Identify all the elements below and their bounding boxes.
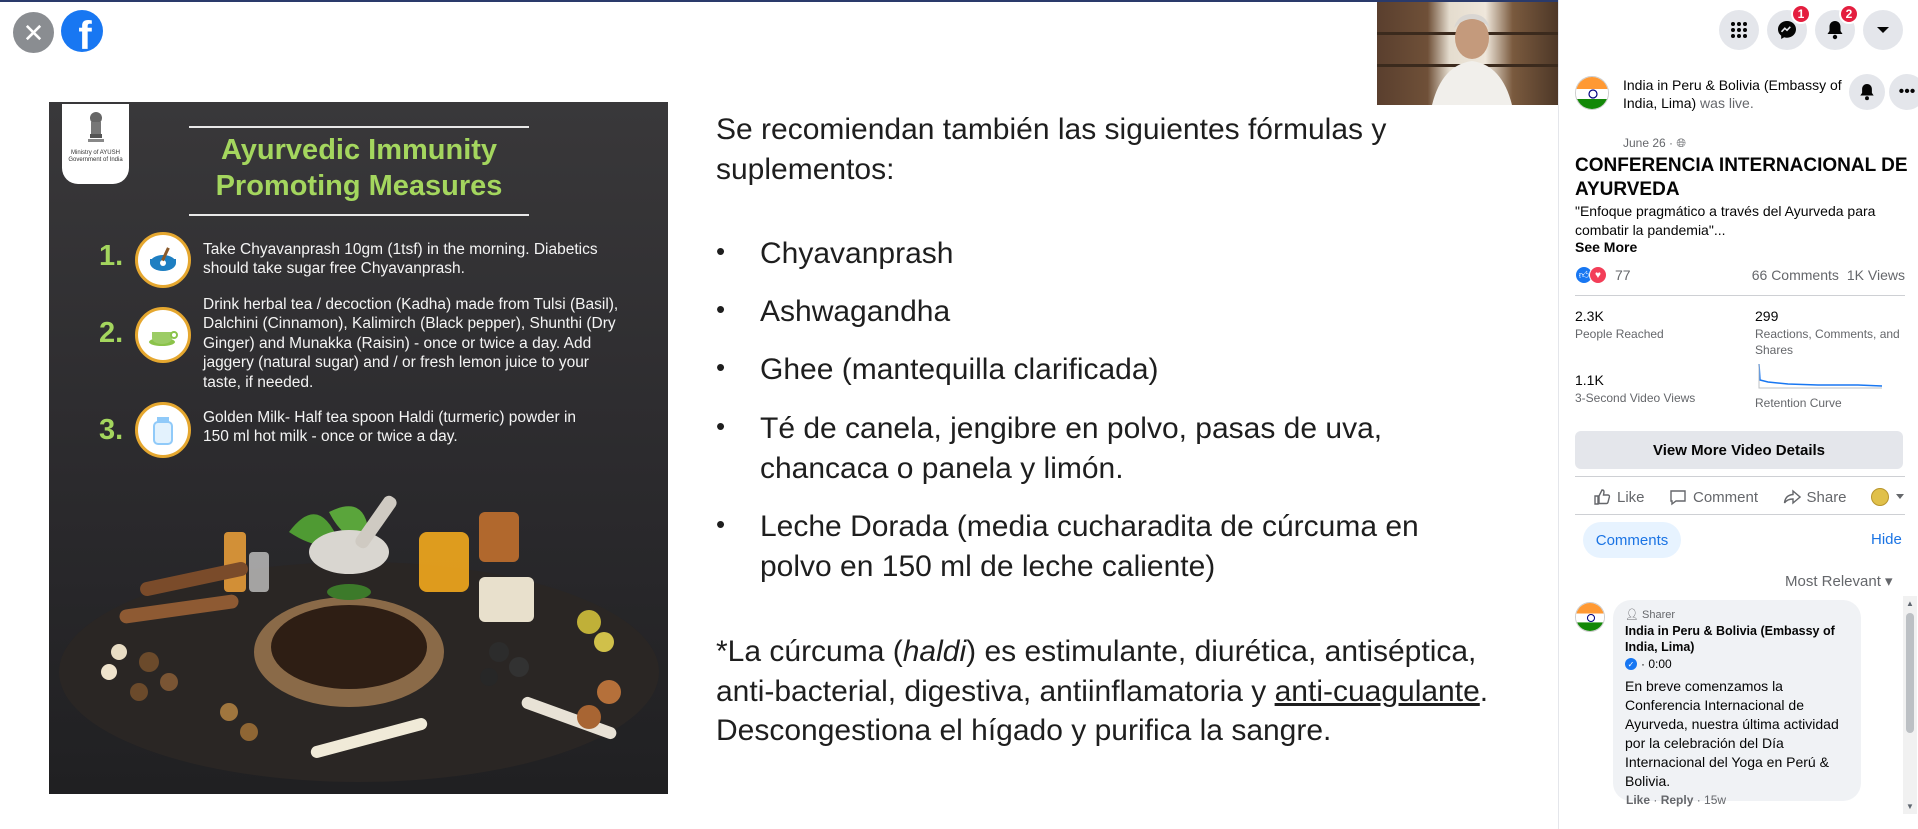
more-icon[interactable]: ••• bbox=[1889, 74, 1918, 110]
step-text: Drink herbal tea / decoction (Kadha) made from Tulsi (Basil), Dalchini (Cinnamon), Kalimirch (Black pepper), Shunthi (Dry Ginger) and Munakka (Raisin) - once or twice a day. Add jaggery (natural sugar) and / or fresh lemon juice to your taste, if needed. bbox=[203, 296, 619, 391]
video-area[interactable] bbox=[0, 2, 1558, 829]
comment-label: Comment bbox=[1693, 488, 1759, 506]
page-avatar[interactable] bbox=[1575, 76, 1609, 110]
like-button[interactable] bbox=[1593, 488, 1645, 506]
sharer-text: Sharer bbox=[1642, 609, 1676, 621]
close-icon[interactable]: ✕ bbox=[13, 12, 54, 53]
post-sidebar bbox=[1558, 0, 1918, 829]
step-text: Take Chyavanprash 10gm (1tsf) in the morning. Diabetics should take sugar free Chyavanprash. bbox=[203, 241, 598, 278]
note-text: *La cúrcuma ( bbox=[716, 635, 903, 668]
note-underlined: anti-cuagulante bbox=[1274, 674, 1480, 708]
sharer-icon: 👤︎ bbox=[1625, 609, 1639, 621]
comment-bubble bbox=[1613, 600, 1861, 801]
stat-people-reached bbox=[1575, 308, 1745, 343]
slide-bullet-list bbox=[716, 234, 1496, 605]
sharer-label bbox=[1625, 608, 1849, 621]
step-number: 1. bbox=[99, 240, 124, 272]
poster-title-line2: Promoting Measures bbox=[215, 170, 503, 203]
avatar-reaction-icon bbox=[1871, 488, 1889, 506]
herbs-spices-photo bbox=[49, 452, 668, 794]
stat-label: People Reached bbox=[1575, 327, 1664, 341]
live-status: was live. bbox=[1700, 95, 1754, 112]
list-item: • Ashwagandha bbox=[716, 292, 1496, 332]
stat-label: 3-Second Video Views bbox=[1575, 391, 1696, 405]
sort-label: Most Relevant bbox=[1785, 573, 1881, 590]
milk-bottle-icon bbox=[135, 402, 191, 458]
share-button[interactable] bbox=[1783, 488, 1847, 506]
step-number: 2. bbox=[99, 317, 124, 349]
post-date-text: June 26 · bbox=[1623, 136, 1674, 150]
notifications-badge: 2 bbox=[1839, 4, 1859, 24]
button-label: View More Video Details bbox=[1652, 441, 1825, 459]
speaker-figure bbox=[1432, 8, 1512, 105]
comment-reply-link[interactable]: Reply bbox=[1660, 793, 1694, 807]
scroll-down-icon[interactable]: ▼ bbox=[1906, 802, 1914, 811]
like-label: Like bbox=[1617, 488, 1645, 506]
messenger-badge: 1 bbox=[1791, 4, 1811, 24]
like-icon bbox=[1593, 488, 1611, 506]
ayush-poster bbox=[49, 102, 668, 794]
post-description: "Enfoque pragmático a través del Ayurveda para combatir la pandemia"... bbox=[1575, 203, 1876, 238]
apps-grid-icon[interactable] bbox=[1719, 10, 1759, 50]
ministry-label: Ministry of AYUSH Government of India bbox=[68, 150, 123, 163]
comment-footer: Like · Reply · 15w bbox=[1626, 793, 1727, 807]
comment-icon bbox=[1669, 488, 1687, 506]
note-text: . Descongestiona el hígado y purifica la sangre. bbox=[716, 674, 1489, 748]
chevron-down-icon: ▾ bbox=[1885, 573, 1893, 590]
step-text: Golden Milk- Half tea spoon Haldi (turmeric) powder in 150 ml hot milk - once or twice a day. bbox=[203, 409, 577, 446]
stat-value: 1.1K bbox=[1575, 372, 1604, 388]
page-name bbox=[1623, 76, 1845, 113]
reaction-selector[interactable] bbox=[1871, 488, 1905, 506]
love-reaction-icon: ♥ bbox=[1589, 266, 1607, 284]
comment-age[interactable]: 15w bbox=[1704, 793, 1727, 807]
poster-rule-bottom bbox=[189, 214, 529, 216]
ministry-badge bbox=[62, 104, 129, 184]
tab-comments[interactable]: Comments bbox=[1583, 522, 1681, 558]
views-count: 1K Views bbox=[1846, 267, 1905, 283]
slide-note bbox=[716, 632, 1506, 751]
bowl-icon bbox=[135, 232, 191, 288]
comment-button[interactable] bbox=[1669, 488, 1758, 506]
like-reaction-icon: 👍︎ bbox=[1575, 266, 1593, 284]
reaction-count[interactable]: 77 bbox=[1615, 267, 1631, 283]
comment-author[interactable]: India in Peru & Bolivia (Embassy of India, Lima) bbox=[1625, 624, 1835, 654]
comment-meta bbox=[1625, 657, 1849, 671]
page-name-link[interactable]: India in Peru & Bolivia (Embassy of India, Lima) bbox=[1623, 77, 1842, 112]
list-item: • Chyavanprash bbox=[716, 234, 1496, 274]
poster-title-line1: Ayurvedic Immunity bbox=[220, 134, 498, 166]
emblem-icon bbox=[82, 108, 110, 148]
comments-count[interactable]: 66 Comments bbox=[1751, 267, 1839, 283]
scroll-up-icon[interactable]: ▲ bbox=[1906, 599, 1914, 608]
chevron-down-icon bbox=[1895, 493, 1905, 501]
divider bbox=[1575, 295, 1905, 296]
speaker-webcam bbox=[1377, 2, 1558, 105]
share-label: Share bbox=[1806, 488, 1847, 506]
chevron-down-icon[interactable] bbox=[1863, 10, 1903, 50]
share-icon bbox=[1783, 488, 1801, 506]
stat-reactions bbox=[1755, 308, 1905, 358]
follow-bell-icon[interactable] bbox=[1849, 74, 1885, 110]
stat-label: Retention Curve bbox=[1755, 396, 1842, 410]
comment-sort-dropdown[interactable] bbox=[1785, 572, 1893, 590]
list-item: • Ghee (mantequilla clarificada) bbox=[716, 350, 1496, 390]
bell-icon[interactable] bbox=[1815, 7, 1855, 50]
post-title: CONFERENCIA INTERNACIONAL DE AYURVEDA bbox=[1575, 155, 1908, 201]
step-number: 3. bbox=[99, 414, 124, 446]
stat-value: 2.3K bbox=[1575, 308, 1604, 324]
hide-comments-link[interactable]: Hide bbox=[1871, 531, 1902, 548]
note-text: ) es estimulante, diurética, antiséptica, anti-bacterial, digestiva, antiinflamatoria y bbox=[716, 635, 1477, 708]
poster-step-2 bbox=[99, 295, 623, 392]
post-date[interactable] bbox=[1623, 136, 1686, 151]
divider bbox=[1575, 476, 1905, 477]
tea-cup-icon bbox=[135, 307, 191, 363]
view-more-video-details-button[interactable] bbox=[1575, 431, 1903, 469]
poster-step-3 bbox=[99, 402, 603, 458]
slide-intro: Se recomiendan también las siguientes fórmulas y suplementos: bbox=[716, 113, 1387, 187]
post-actions bbox=[1575, 479, 1905, 515]
divider bbox=[1575, 514, 1905, 515]
comment-text: En breve comenzamos la Conferencia Internacional de Ayurveda, nuestra última actividad por la celebración del Día Internacional del Yoga en Perú & Bolivia. bbox=[1625, 678, 1839, 790]
messenger-icon[interactable] bbox=[1767, 7, 1807, 50]
list-item: • Té de canela, jengibre en polvo, pasas de uva, chancaca o panela y limón. bbox=[716, 409, 1456, 489]
note-italic: haldi bbox=[902, 635, 967, 668]
poster-title bbox=[189, 132, 529, 205]
comment-like-link[interactable]: Like bbox=[1626, 793, 1651, 807]
poster-rule-top bbox=[189, 126, 529, 128]
verified-icon: ✓ bbox=[1625, 658, 1637, 670]
stat-label: Reactions, Comments, and Shares bbox=[1755, 327, 1900, 357]
comments-scrollbar[interactable] bbox=[1903, 596, 1917, 814]
retention-sparkline bbox=[1758, 362, 1883, 392]
poster-step-1 bbox=[99, 232, 623, 288]
list-item: • Leche Dorada (media cucharadita de cúrcuma en polvo en 150 ml de leche caliente) bbox=[716, 507, 1456, 587]
avatar[interactable] bbox=[1575, 602, 1605, 632]
see-more-link[interactable]: See More bbox=[1575, 239, 1638, 255]
stat-retention bbox=[1755, 393, 1905, 412]
stat-video-views bbox=[1575, 372, 1745, 407]
globe-icon: 🌐︎ bbox=[1676, 136, 1686, 150]
scroll-thumb[interactable] bbox=[1906, 613, 1914, 733]
comment-timestamp[interactable]: · 0:00 bbox=[1641, 657, 1672, 671]
reactions-bar bbox=[1575, 265, 1905, 285]
facebook-logo[interactable]: f bbox=[61, 10, 103, 52]
stat-value: 299 bbox=[1755, 308, 1779, 324]
